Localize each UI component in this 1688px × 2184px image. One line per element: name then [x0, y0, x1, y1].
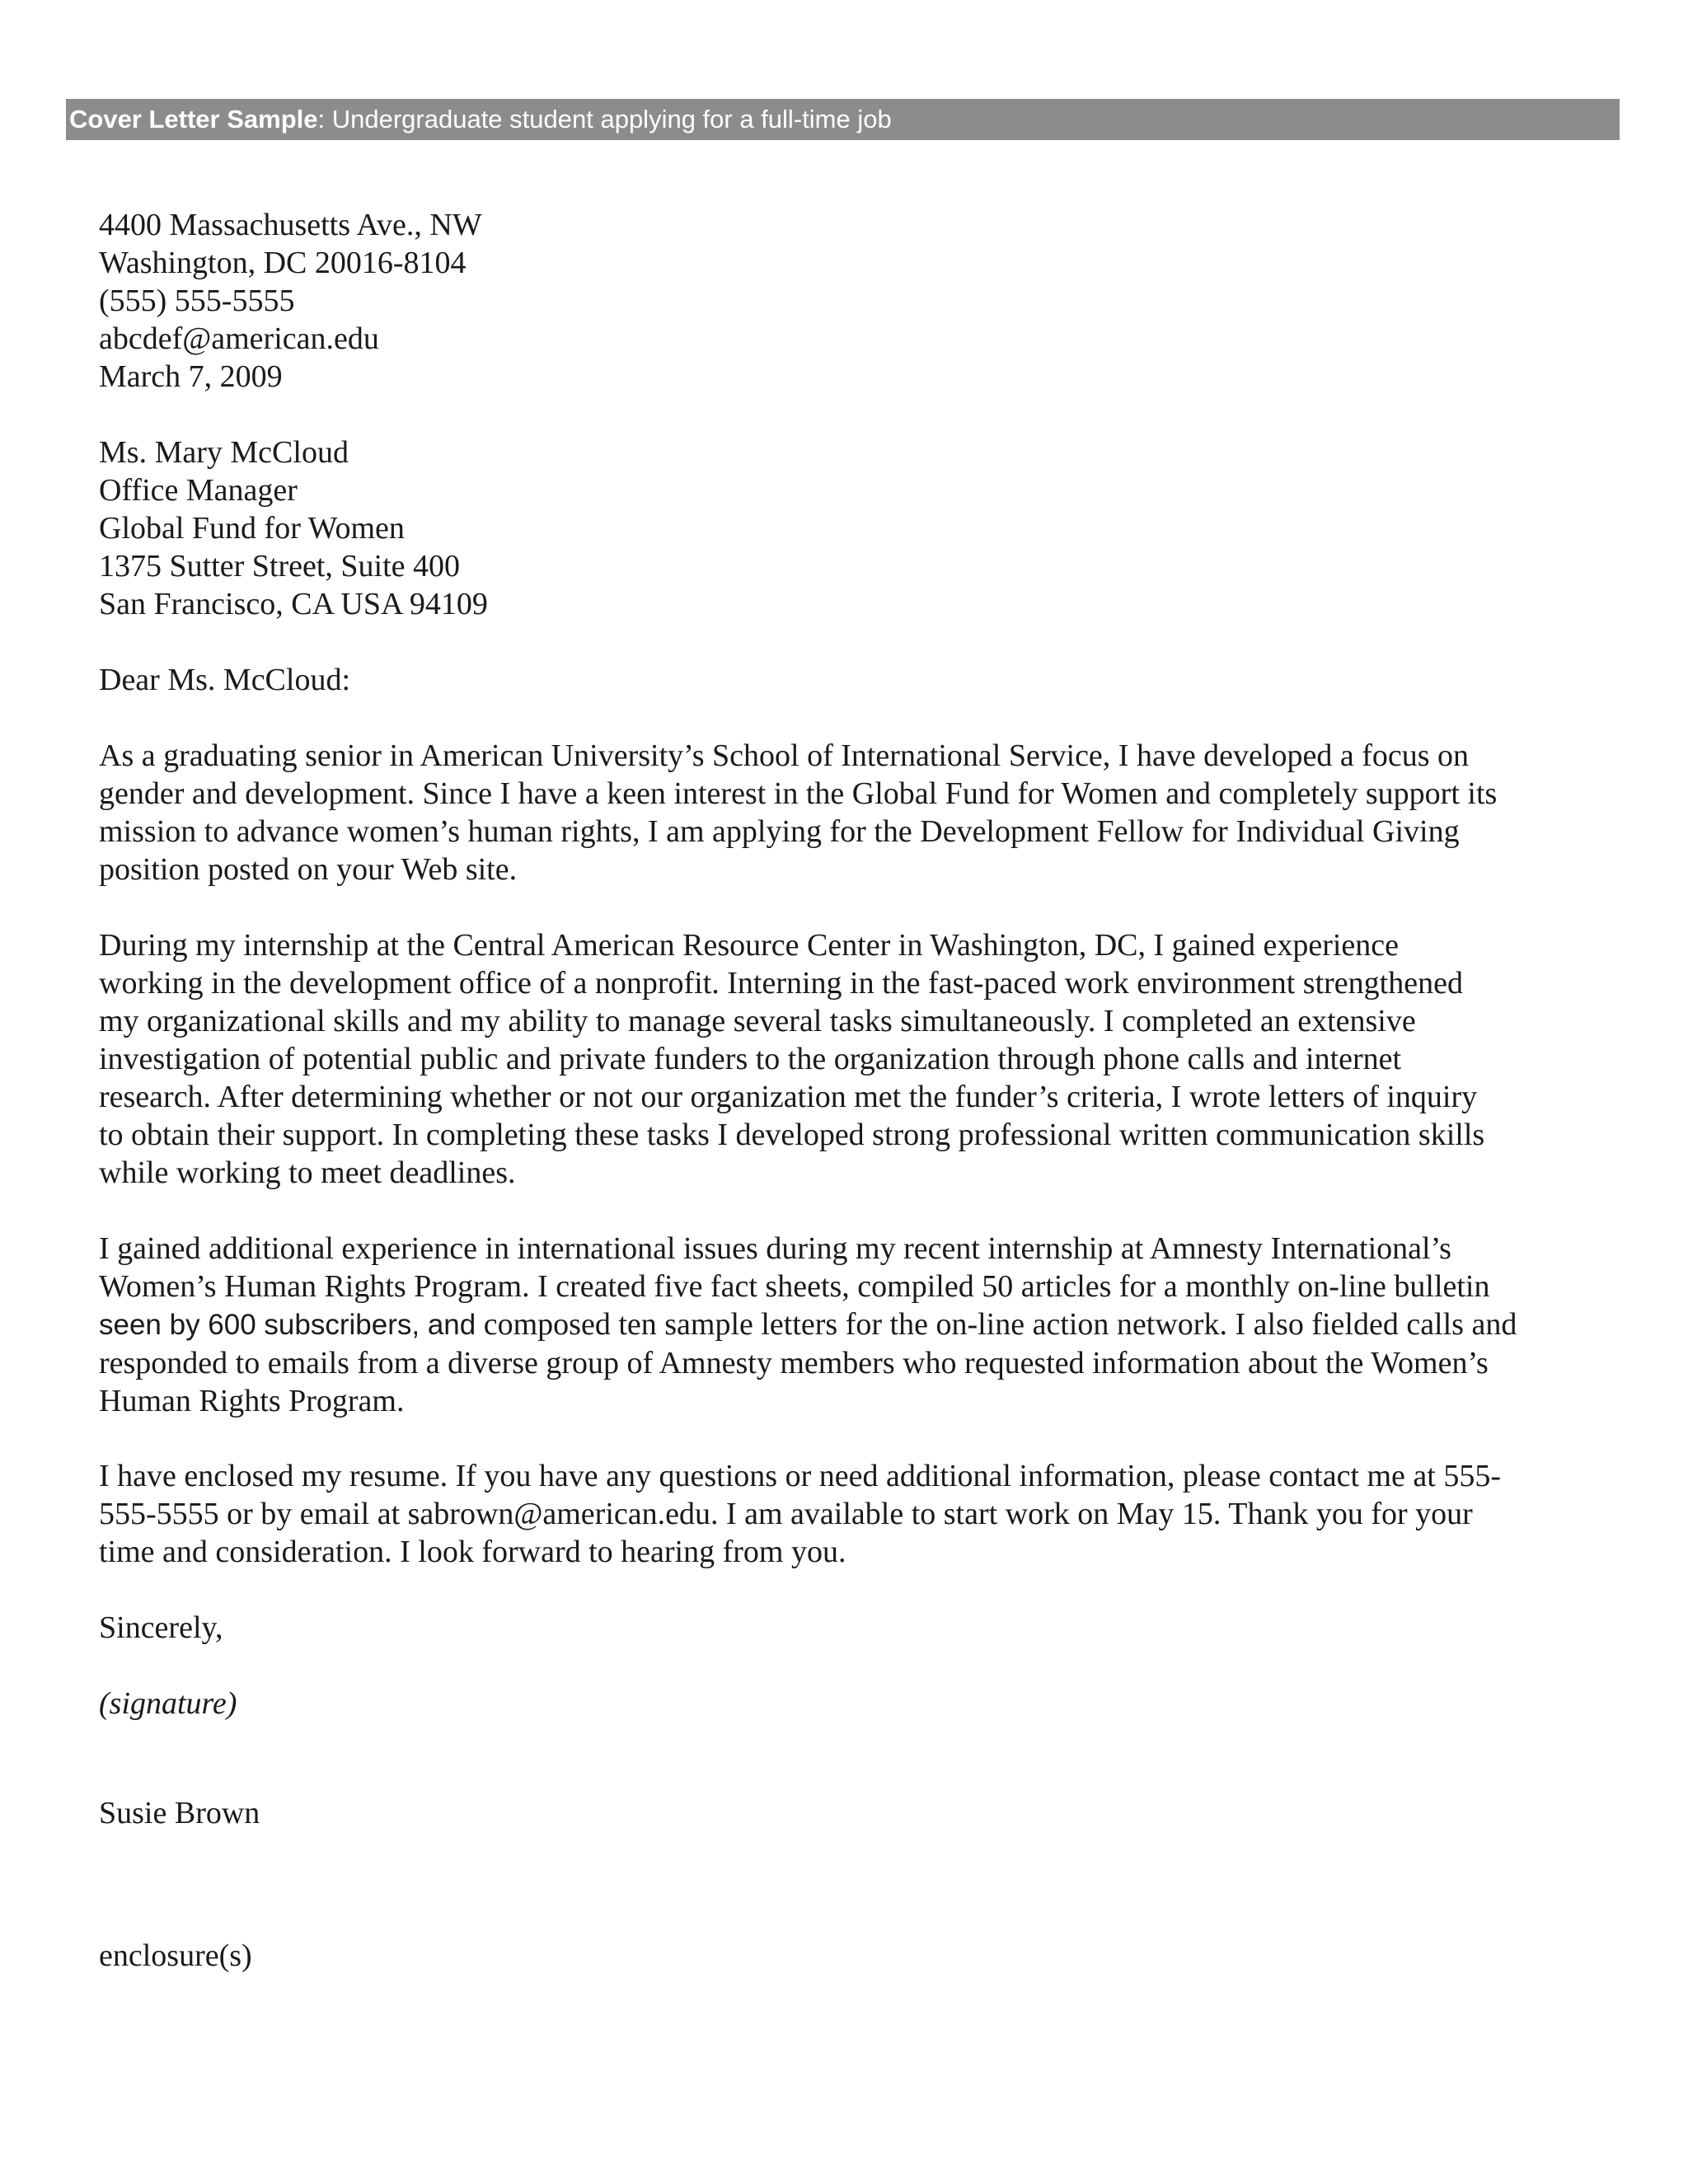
paragraph-3-line: Women’s Human Rights Program. I created five fact sheets, compiled 50 articles for a monthly on-line bulletin: [99, 1269, 1490, 1304]
closing-text: Sincerely,: [99, 1610, 223, 1645]
paragraph-2-line: research. After determining whether or not our organization met the funder’s criteria, I wrote letters of inquiry: [99, 1080, 1478, 1114]
paragraph-2-line: working in the development office of a nonprofit. Interning in the fast-paced work environment strengthened: [99, 966, 1463, 1001]
recipient-title: Office Manager: [99, 473, 298, 508]
paragraph-2-line: to obtain their support. In completing these tasks I developed strong professional written communication skills: [99, 1118, 1485, 1152]
paragraph-3-line: I gained additional experience in international issues during my recent internship at Amnesty International’s: [99, 1231, 1451, 1266]
paragraph-4-line: I have enclosed my resume. If you have any questions or need additional information, please contact me at 555-: [99, 1459, 1502, 1493]
banner-text: Undergraduate student applying for a full-time job: [331, 105, 892, 134]
paragraph-2-line: investigation of potential public and private funders to the organization through phone calls and internet: [99, 1042, 1402, 1076]
paragraph-1-line: As a graduating senior in American University’s School of International Service, I have developed a focus on: [99, 738, 1470, 773]
paragraph-1-line: mission to advance women’s human rights, I am applying for the Development Fellow for Individual Giving: [99, 814, 1460, 849]
paragraph-4: [99, 1457, 1591, 1571]
paragraph-2-line: my organizational skills and my ability to manage several tasks simultaneously. I completed an extensive: [99, 1004, 1416, 1038]
sender-phone: (555) 555-5555: [99, 284, 295, 318]
recipient-address: [99, 434, 1591, 623]
sender-street: 4400 Massachusetts Ave., NW: [99, 208, 482, 242]
signer-name: Susie Brown: [99, 1796, 260, 1830]
paragraph-3-line: Human Rights Program.: [99, 1384, 405, 1418]
recipient-name: Ms. Mary McCloud: [99, 435, 349, 470]
paragraph-1-line: gender and development. Since I have a keen interest in the Global Fund for Women and completely support its: [99, 776, 1498, 811]
banner-label: Cover Letter Sample: [69, 105, 318, 134]
paragraph-3-line: responded to emails from a diverse group of Amnesty members who requested information about the Women’s: [99, 1346, 1489, 1380]
paragraph-4-line: time and consideration. I look forward to hearing from you.: [99, 1535, 846, 1569]
paragraph-3-line: [99, 1305, 1591, 1344]
recipient-street: 1375 Sutter Street, Suite 400: [99, 549, 461, 583]
sender-city: Washington, DC 20016-8104: [99, 246, 467, 280]
paragraph-3: [99, 1230, 1591, 1420]
paragraph-2-line: During my internship at the Central American Resource Center in Washington, DC, I gained experience: [99, 928, 1400, 963]
signature: [99, 1685, 1591, 1722]
enclosure: [99, 1937, 1591, 1975]
sender-email: abcdef@american.edu: [99, 321, 379, 356]
document-banner: [66, 99, 1620, 140]
closing: [99, 1609, 1591, 1647]
salutation-text: Dear Ms. McCloud:: [99, 663, 351, 697]
signer: [99, 1794, 1591, 1832]
paragraph-2-line: while working to meet deadlines.: [99, 1155, 516, 1190]
recipient-organization: Global Fund for Women: [99, 511, 405, 546]
paragraph-2: [99, 926, 1591, 1192]
signature-placeholder: (signature): [99, 1686, 237, 1721]
recipient-city: San Francisco, CA USA 94109: [99, 587, 488, 621]
salutation: [99, 661, 1591, 699]
paragraph-3-line-rest: composed ten sample letters for the on-line action network. I also fielded calls and: [476, 1307, 1517, 1342]
paragraph-4-line: 555-5555 or by email at sabrown@american.edu. I am available to start work on May 15. Thank you for your: [99, 1497, 1473, 1531]
enclosure-note: enclosure(s): [99, 1938, 252, 1973]
paragraph-1: [99, 737, 1591, 888]
banner-separator: :: [317, 105, 332, 134]
sender-address: [99, 206, 1591, 396]
letter-date: March 7, 2009: [99, 359, 283, 394]
paragraph-3-sans-run: seen by 600 subscribers, and: [99, 1309, 476, 1341]
paragraph-1-line: position posted on your Web site.: [99, 852, 518, 887]
